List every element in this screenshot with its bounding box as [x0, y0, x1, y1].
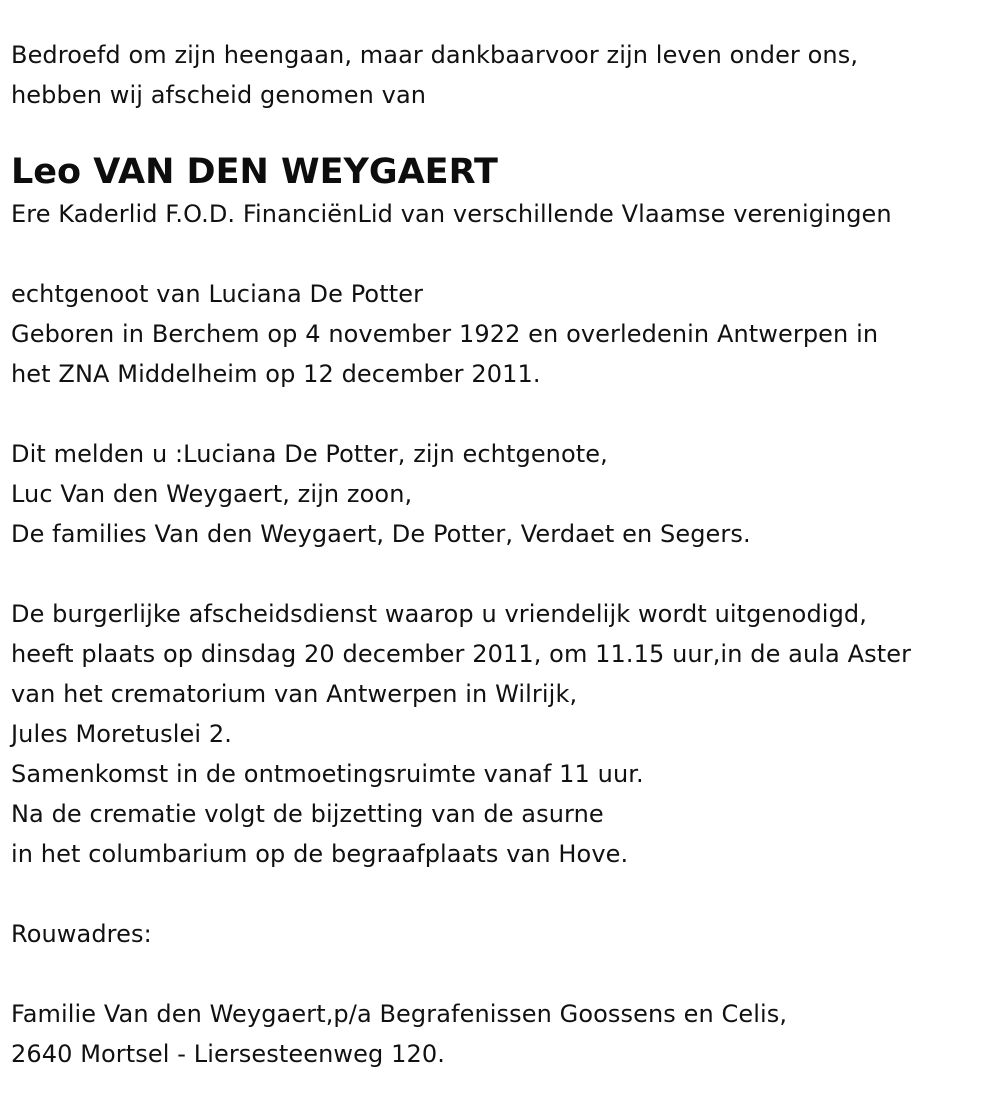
spacer	[11, 874, 991, 914]
service-line-4: Jules Moretuslei 2.	[11, 720, 233, 748]
family-line-3: De families Van den Weygaert, De Potter, Verdaet en Segers.	[11, 520, 751, 548]
family-line-1: Dit melden u :Luciana De Potter, zijn echtgenote,	[11, 440, 608, 468]
family-line-2: Luc Van den Weygaert, zijn zoon,	[11, 480, 413, 508]
spacer	[11, 954, 991, 994]
deceased-name: Leo VAN DEN WEYGAERT	[11, 152, 498, 192]
service-line-3: van het crematorium van Antwerpen in Wilrijk,	[11, 680, 578, 708]
spacer	[11, 554, 991, 594]
spouse-line: echtgenoot van Luciana De Potter	[11, 280, 424, 308]
obituary-notice	[11, 35, 991, 1074]
deceased-titles: Ere Kaderlid F.O.D. FinanciënLid van verschillende Vlaamse verenigingen	[11, 200, 892, 228]
service-line-1: De burgerlijke afscheidsdienst waarop u vriendelijk wordt uitgenodigd,	[11, 600, 867, 628]
service-line-5: Samenkomst in de ontmoetingsruimte vanaf 11 uur.	[11, 760, 644, 788]
service-line-6: Na de crematie volgt de bijzetting van de asurne	[11, 800, 604, 828]
address-heading: Rouwadres:	[11, 920, 152, 948]
spacer	[11, 394, 991, 434]
service-line-2: heeft plaats op dinsdag 20 december 2011, om 11.15 uur,in de aula Aster	[11, 640, 912, 668]
birth-death-line-2: het ZNA Middelheim op 12 december 2011.	[11, 360, 541, 388]
spacer	[11, 234, 991, 274]
intro-line-2: hebben wij afscheid genomen van	[11, 81, 427, 109]
birth-death-line-1: Geboren in Berchem op 4 november 1922 en overledenin Antwerpen in	[11, 320, 879, 348]
intro-line-1: Bedroefd om zijn heengaan, maar dankbaarvoor zijn leven onder ons,	[11, 41, 859, 69]
address-line-1: Familie Van den Weygaert,p/a Begrafenissen Goossens en Celis,	[11, 1000, 788, 1028]
address-line-2: 2640 Mortsel - Liersesteenweg 120.	[11, 1040, 445, 1068]
service-line-7: in het columbarium op de begraafplaats van Hove.	[11, 840, 629, 868]
